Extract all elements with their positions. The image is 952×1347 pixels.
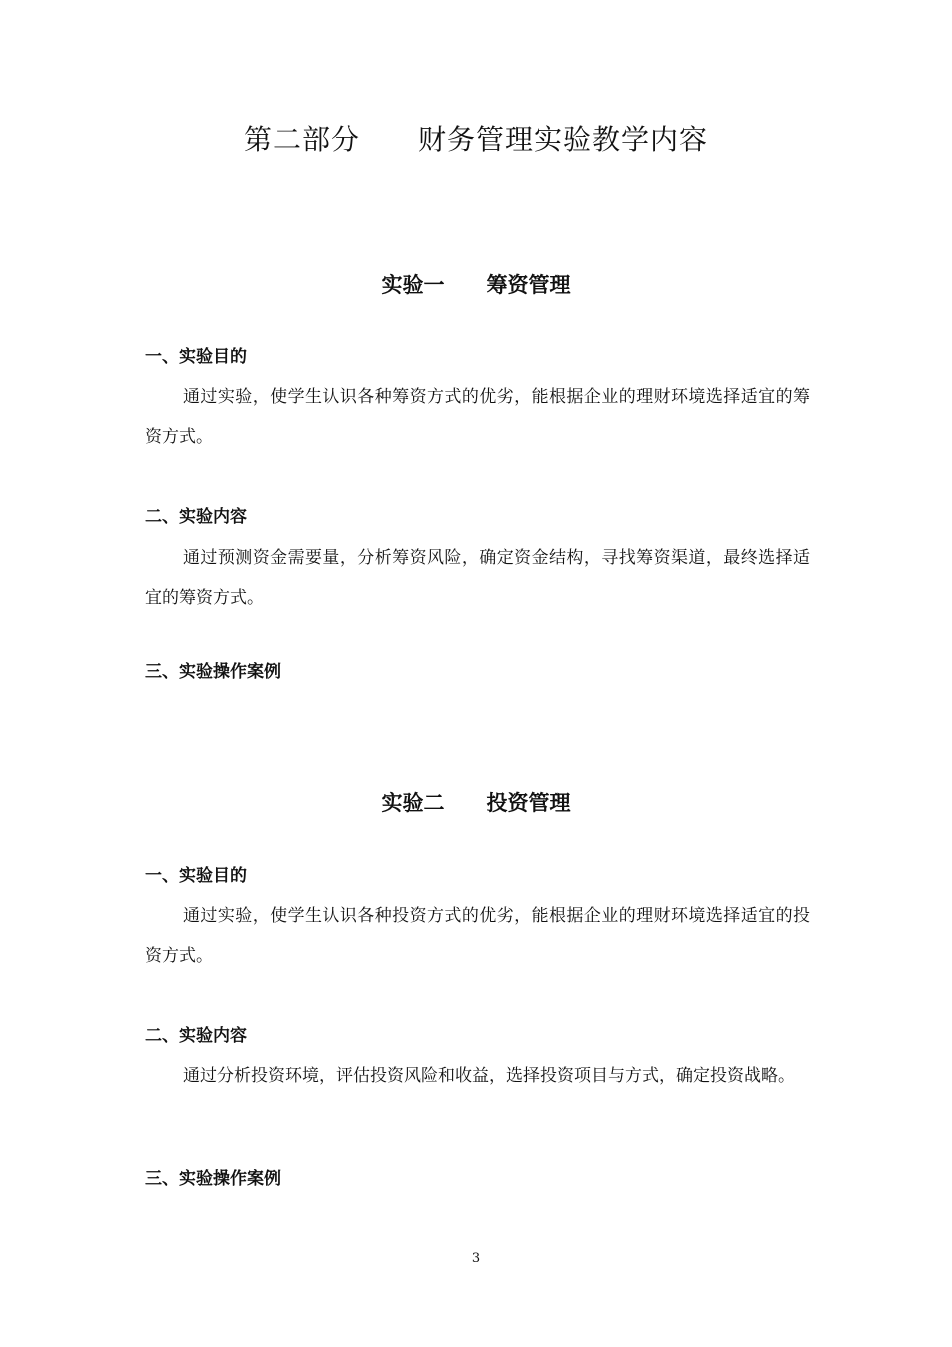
page-number: 3 bbox=[471, 1251, 481, 1266]
experiment-1-purpose-text: 通过实验，使学生认识各种筹资方式的优劣，能根据企业的理财环境选择适宜的筹资方式。 bbox=[145, 387, 810, 447]
experiment-2-content-heading: 二、实验内容 bbox=[145, 1026, 247, 1046]
experiment-1-case-heading: 三、实验操作案例 bbox=[145, 662, 281, 682]
experiment-2-case-heading: 三、实验操作案例 bbox=[145, 1169, 281, 1189]
experiment-2-title: 实验二 投资管理 bbox=[381, 790, 571, 815]
part-title: 第二部分 财务管理实验教学内容 bbox=[243, 123, 708, 156]
experiment-1-purpose-heading: 一、实验目的 bbox=[145, 347, 247, 367]
experiment-2-purpose-text: 通过实验，使学生认识各种投资方式的优劣，能根据企业的理财环境选择适宜的投资方式。 bbox=[145, 906, 810, 966]
experiment-1-title: 实验一 筹资管理 bbox=[381, 272, 571, 297]
experiment-1-content-heading: 二、实验内容 bbox=[145, 507, 247, 527]
experiment-2-purpose-heading: 一、实验目的 bbox=[145, 866, 247, 886]
experiment-2-content-text: 通过分析投资环境，评估投资风险和收益，选择投资项目与方式，确定投资战略。 bbox=[183, 1066, 795, 1086]
experiment-1-content-text: 通过预测资金需要量，分析筹资风险，确定资金结构，寻找筹资渠道，最终选择适宜的筹资方式。 bbox=[145, 548, 810, 608]
